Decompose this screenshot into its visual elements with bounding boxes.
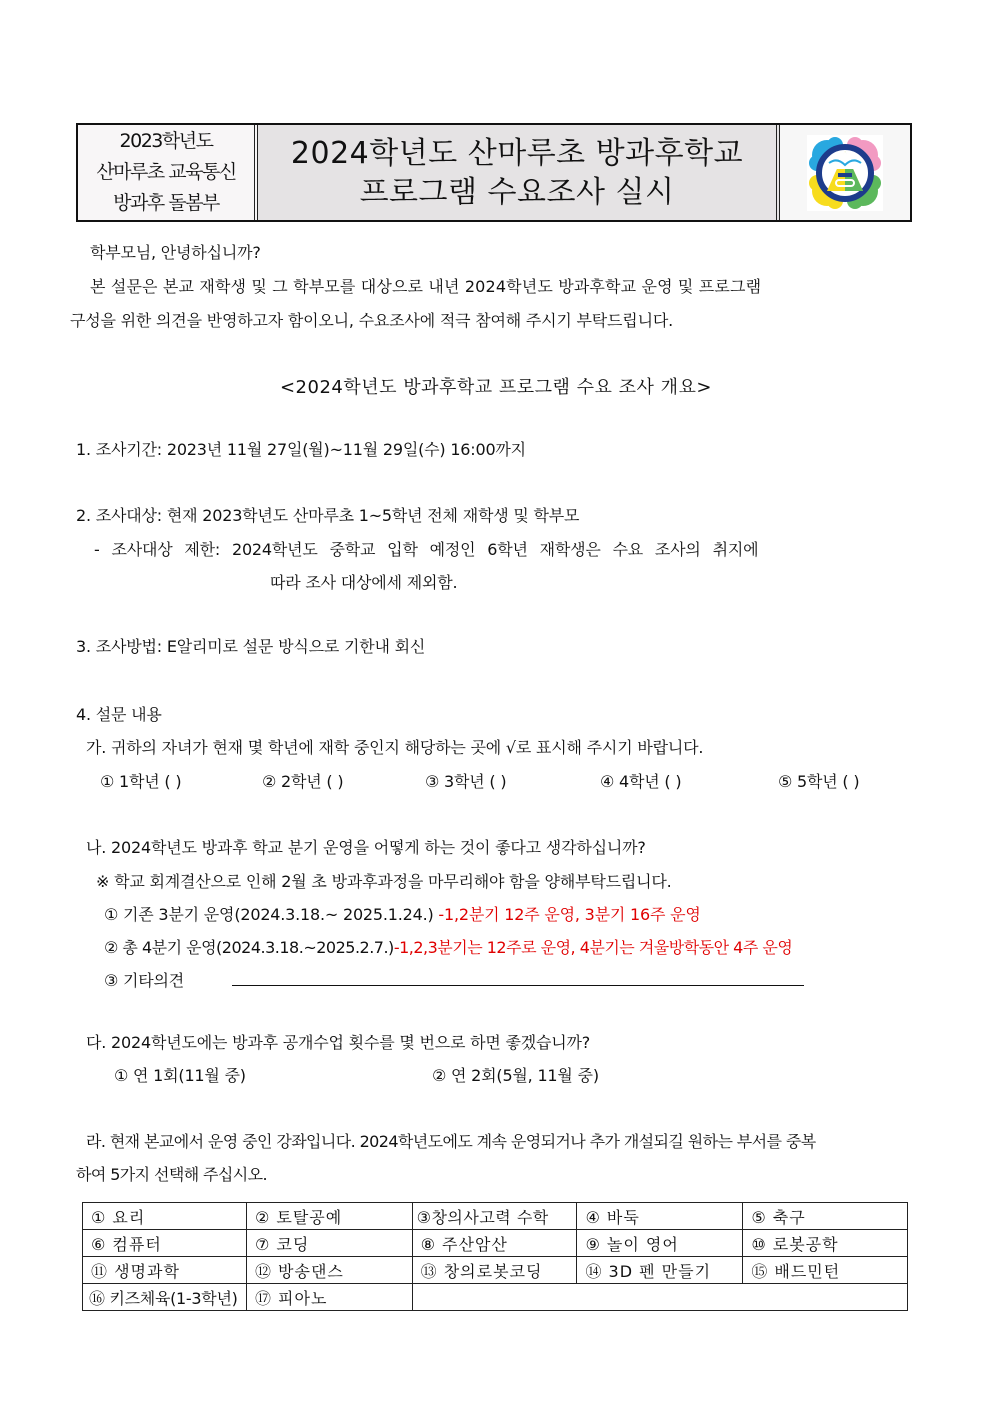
course-cell[interactable]: ⑮ 배드민턴 xyxy=(743,1257,908,1284)
question-courses-prompt-1: 라. 현재 본교에서 운영 중인 강좌입니다. 2024학년도에도 계속 운영되거나 추가 개설되길 원하는 부서를 중복 xyxy=(86,1132,816,1151)
course-cell[interactable]: ⑤ 축구 xyxy=(743,1203,908,1230)
survey-target-exclusion: - 조사대상 제한: 2024학년도 중학교 입학 예정인 6학년 재학생은 수요 조사의 취지에 xyxy=(94,540,759,559)
table-row xyxy=(83,1284,908,1311)
table-row xyxy=(83,1257,908,1284)
course-cell[interactable]: ⑭ 3D 펜 만들기 xyxy=(577,1257,743,1284)
quarter-option-2[interactable] xyxy=(104,935,792,958)
grade-option-3[interactable]: ③ 3학년 ( ) xyxy=(425,772,507,791)
newsletter-header xyxy=(76,123,912,222)
quarter-notice: ※ 학교 회계결산으로 인해 2월 초 방과후과정을 마무리해야 함을 양해부탁드립니다. xyxy=(96,872,672,891)
question-grade-prompt: 가. 귀하의 자녀가 현재 몇 학년에 재학 중인지 해당하는 곳에 √로 표시해 주시기 바랍니다. xyxy=(86,738,704,757)
quarter-option-2-detail: -1,2,3분기는 12주로 운영, 4분기는 겨울방학동안 4주 운영 xyxy=(393,938,793,957)
header-logo-cell xyxy=(780,125,910,220)
table-row xyxy=(83,1230,908,1257)
question-courses-prompt-2: 하여 5가지 선택해 주십시오. xyxy=(76,1165,267,1184)
greeting-text: 학부모님, 안녕하십니까? xyxy=(90,243,261,262)
course-cell[interactable]: ⑥ 컴퓨터 xyxy=(83,1230,247,1257)
open-class-option-2[interactable]: ② 연 2회(5월, 11월 중) xyxy=(432,1066,599,1085)
quarter-option-1-detail: -1,2분기 12주 운영, 3분기 16주 운영 xyxy=(438,905,701,924)
course-cell[interactable]: ⑪ 생명과학 xyxy=(83,1257,247,1284)
course-cell[interactable]: ⑫ 방송댄스 xyxy=(246,1257,412,1284)
table-row xyxy=(83,1203,908,1230)
grade-option-4[interactable]: ④ 4학년 ( ) xyxy=(600,772,682,791)
course-cell[interactable]: ⑰ 피아노 xyxy=(246,1284,412,1311)
course-cell[interactable]: ⑦ 코딩 xyxy=(246,1230,412,1257)
empty-cell xyxy=(412,1284,907,1311)
quarter-option-1-label: ① 기존 3분기 운영(2024.3.18.~ 2025.1.24.) xyxy=(104,905,439,924)
survey-target-exclusion-cont: 따라 조사 대상에세 제외함. xyxy=(270,573,458,592)
quarter-option-2-label: ② 총 4분기 운영(2024.3.18.~2025.2.7.) xyxy=(104,938,394,957)
open-class-option-1[interactable]: ① 연 1회(11월 중) xyxy=(114,1066,246,1085)
quarter-option-3[interactable]: ③ 기타의견 xyxy=(104,971,185,990)
course-cell[interactable]: ⑩ 로봇공학 xyxy=(743,1230,908,1257)
header-issuer-dept: 방과후 돌봄부 xyxy=(113,192,219,214)
survey-target: 2. 조사대상: 현재 2023학년도 산마루초 1~5학년 전체 재학생 및 학부모 xyxy=(76,506,580,525)
other-opinion-field[interactable] xyxy=(232,985,804,986)
grade-option-1[interactable]: ① 1학년 ( ) xyxy=(100,772,182,791)
question-open-class-prompt: 다. 2024학년도에는 방과후 공개수업 횟수를 몇 번으로 하면 좋겠습니까? xyxy=(86,1033,591,1052)
survey-contents-heading: 4. 설문 내용 xyxy=(76,705,162,724)
grade-option-2[interactable]: ② 2학년 ( ) xyxy=(262,772,344,791)
survey-method: 3. 조사방법: E알리미로 설문 방식으로 기한내 회신 xyxy=(76,637,426,656)
course-cell[interactable]: ② 토탈공예 xyxy=(246,1203,412,1230)
header-issuer-cell xyxy=(78,125,258,220)
course-cell[interactable]: ④ 바둑 xyxy=(577,1203,743,1230)
intro-line-2: 구성을 위한 의견을 반영하고자 함이오니, 수요조사에 적극 참여해 주시기 부탁드립니다. xyxy=(70,311,673,330)
page-title-line2: 프로그램 수요조사 실시 xyxy=(359,174,675,210)
course-cell[interactable]: ① 요리 xyxy=(83,1203,247,1230)
quarter-option-1[interactable] xyxy=(104,902,701,925)
question-quarter-prompt: 나. 2024학년도 방과후 학교 분기 운영을 어떻게 하는 것이 좋다고 생각하십니까? xyxy=(86,838,646,857)
course-table xyxy=(82,1202,908,1311)
overview-heading: <2024학년도 방과후학교 프로그램 수요 조사 개요> xyxy=(279,377,713,398)
survey-period: 1. 조사기간: 2023년 11월 27일(월)~11월 29일(수) 16:00까지 xyxy=(76,440,526,459)
header-title-cell xyxy=(258,125,780,220)
grade-option-5[interactable]: ⑤ 5학년 ( ) xyxy=(778,772,860,791)
page-title-line1: 2024학년도 산마루초 방과후학교 xyxy=(290,135,744,171)
course-cell[interactable]: ⑯ 키즈체육(1-3학년) xyxy=(83,1284,247,1311)
header-issuer-name: 산마루초 교육통신 xyxy=(96,161,236,183)
course-cell[interactable]: ⑬ 창의로봇코딩 xyxy=(412,1257,577,1284)
course-cell[interactable]: ⑧ 주산암산 xyxy=(412,1230,577,1257)
school-emblem-icon xyxy=(807,135,883,211)
course-cell[interactable]: ③창의사고력 수학 xyxy=(412,1203,577,1230)
course-cell[interactable]: ⑨ 놀이 영어 xyxy=(577,1230,743,1257)
header-issuer-year: 2023학년도 xyxy=(119,130,213,152)
intro-line-1: 본 설문은 본교 재학생 및 그 학부모를 대상으로 내년 2024학년도 방과후학교 운영 및 프로그램 xyxy=(90,277,762,296)
